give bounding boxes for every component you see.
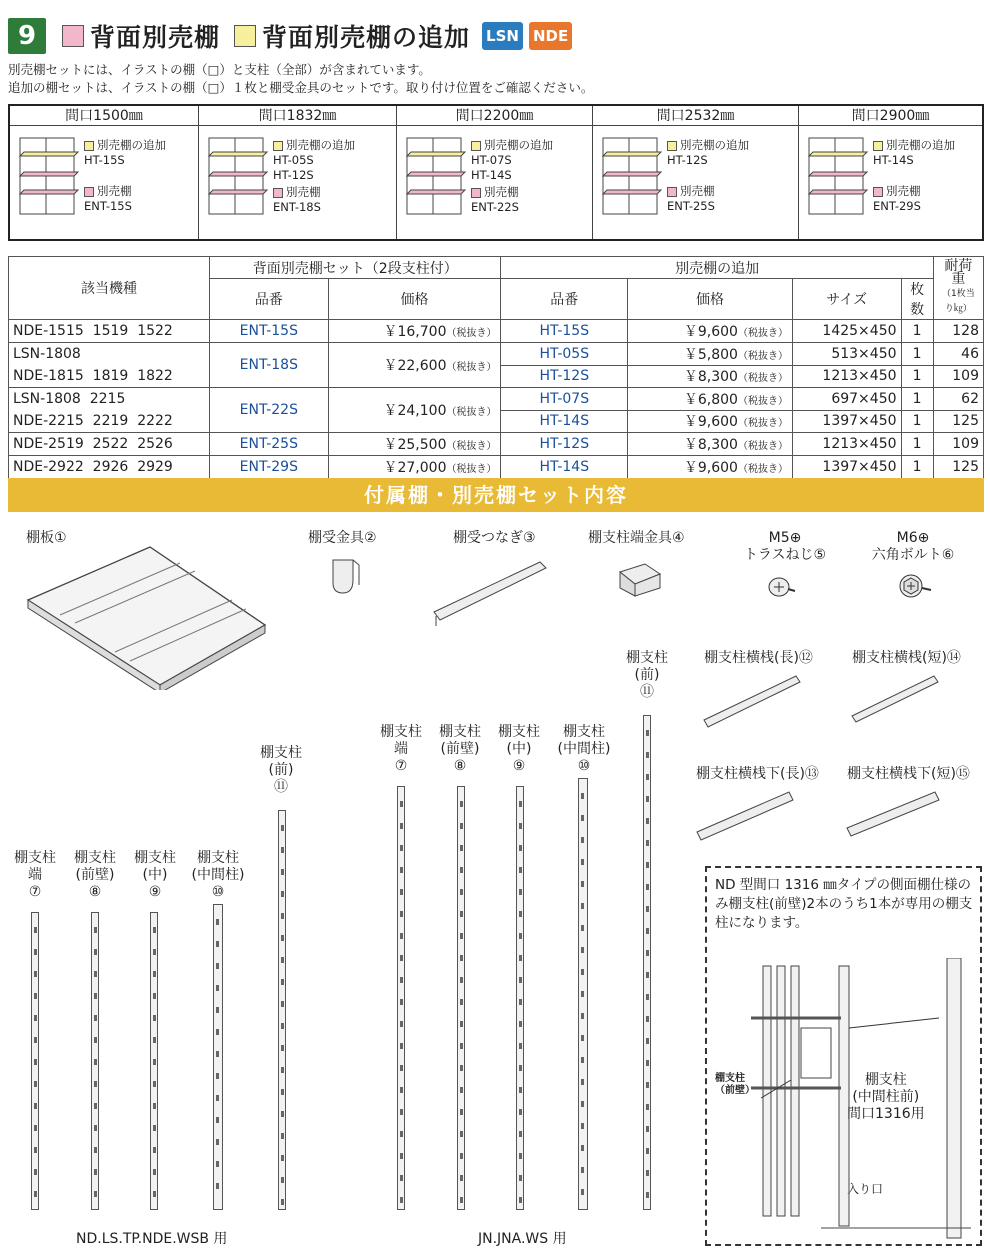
h-load: 耐荷重 （1枚当り㎏） xyxy=(933,257,983,320)
size-cell: 697×450 xyxy=(792,388,901,411)
h-code: 品番 xyxy=(210,279,329,320)
note-1: 別売棚セットには、イラストの棚（□）と支柱（全部）が含まれています。 xyxy=(8,62,431,77)
shelf-illustration xyxy=(599,132,663,222)
callout-entrance: 入り口 xyxy=(847,1182,884,1196)
h-add: 別売棚の追加 xyxy=(501,257,933,279)
model-cell: NDE-2519 2522 2526 xyxy=(9,433,210,456)
load-cell: 125 xyxy=(933,456,983,479)
width-col-2 xyxy=(397,106,593,239)
size-cell: 1397×450 xyxy=(792,410,901,433)
shelf-illustration xyxy=(16,132,80,222)
size-cell: 1213×450 xyxy=(792,433,901,456)
post-mc-label: 棚支柱 (中間柱) ⑩ xyxy=(191,850,245,900)
set-code-cell: ENT-15S xyxy=(210,320,329,343)
callout-text: ND 型間口 1316 ㎜タイプの側面棚仕様のみ棚支柱(前壁)2本のうち1本が専用の棚支柱になります。 xyxy=(715,877,973,931)
set-code-cell: ENT-25S xyxy=(210,433,329,456)
part-3-label: 棚受つなぎ③ xyxy=(453,530,536,546)
h-qty: 枚数 xyxy=(901,279,933,320)
rail-lower-long-drawing xyxy=(693,788,798,846)
add-price-cell: ￥9,600（税抜き） xyxy=(628,410,793,433)
bracket-drawing xyxy=(325,555,365,600)
post-end xyxy=(31,912,39,1210)
width-label: 間口1832㎜ xyxy=(199,106,396,126)
shelf-illustration xyxy=(205,132,269,222)
badge-lsn: LSN xyxy=(482,22,523,50)
connector-drawing xyxy=(430,560,550,630)
h-model: 該当機種 xyxy=(9,257,210,320)
h-price2: 価格 xyxy=(628,279,793,320)
width-label: 間口2900㎜ xyxy=(799,106,982,126)
qty-cell: 1 xyxy=(901,433,933,456)
set-price-cell: ￥25,500（税抜き） xyxy=(328,433,501,456)
size-cell: 513×450 xyxy=(792,343,901,366)
part-5-label: M5⊕ トラスねじ⑤ xyxy=(743,530,827,563)
add-price-cell: ￥8,300（税抜き） xyxy=(628,365,793,388)
callout-box xyxy=(705,866,982,1246)
footer-right: JN.JNA.WS 用 xyxy=(478,1231,567,1247)
add-code-cell: HT-07S xyxy=(501,388,628,411)
table-row xyxy=(9,456,984,479)
truss-screw-icon xyxy=(766,575,796,601)
load-cell: 109 xyxy=(933,433,983,456)
add-price-cell: ￥5,800（税抜き） xyxy=(628,343,793,366)
width-col-1 xyxy=(199,106,397,239)
add-code-cell: HT-12S xyxy=(501,365,628,388)
qty-cell: 1 xyxy=(901,365,933,388)
model-cell: NDE-1515 1519 1522 xyxy=(9,320,210,343)
post-fw-label-2: 棚支柱 (前壁) ⑧ xyxy=(439,724,481,774)
part-14-label: 棚支柱横桟(短)⑭ xyxy=(852,650,961,666)
width-legend: 別売棚の追加 HT-07S HT-14S 別売棚 ENT-22S xyxy=(471,138,553,214)
model-cell: NDE-2922 2926 2929 xyxy=(9,456,210,479)
part-6-label: M6⊕ 六角ボルト⑥ xyxy=(871,530,955,563)
pink-swatch xyxy=(62,25,84,47)
width-legend: 別売棚の追加 HT-05S HT-12S 別売棚 ENT-18S xyxy=(273,138,355,214)
size-cell: 1425×450 xyxy=(792,320,901,343)
set-code-cell: ENT-29S xyxy=(210,456,329,479)
post-front-2 xyxy=(643,715,651,1210)
width-label: 間口2532㎜ xyxy=(593,106,798,126)
qty-cell: 1 xyxy=(901,343,933,366)
post-front-wall-2 xyxy=(457,786,465,1210)
width-legend: 別売棚の追加 HT-12S 別売棚 ENT-25S xyxy=(667,138,749,213)
load-cell: 62 xyxy=(933,388,983,411)
post-mid-label-2: 棚支柱 (中) ⑨ xyxy=(498,724,540,774)
end-bracket-drawing xyxy=(615,560,665,600)
add-price-cell: ￥9,600（税抜き） xyxy=(628,456,793,479)
set-code-cell: ENT-22S xyxy=(210,388,329,433)
add-price-cell: ￥8,300（税抜き） xyxy=(628,433,793,456)
model-cell: LSN-1808 2215 NDE-2215 2219 2222 xyxy=(9,388,210,433)
add-code-cell: HT-14S xyxy=(501,456,628,479)
part-4-label: 棚支柱端金具④ xyxy=(588,530,685,546)
section-band: 付属棚・別売棚セット内容 xyxy=(8,478,984,512)
width-col-3 xyxy=(593,106,799,239)
qty-cell: 1 xyxy=(901,388,933,411)
h-price: 価格 xyxy=(328,279,501,320)
post-end-label-2: 棚支柱 端 ⑦ xyxy=(380,724,422,774)
h-code2: 品番 xyxy=(501,279,628,320)
qty-cell: 1 xyxy=(901,410,933,433)
post-end-2 xyxy=(397,786,405,1210)
width-legend: 別売棚の追加 HT-15S 別売棚 ENT-15S xyxy=(84,138,166,213)
load-cell: 46 xyxy=(933,343,983,366)
section-number: 9 xyxy=(8,18,46,54)
part-12-label: 棚支柱横桟(長)⑫ xyxy=(704,650,813,666)
rail-short-drawing xyxy=(848,672,943,727)
add-code-cell: HT-12S xyxy=(501,433,628,456)
post-front xyxy=(278,810,286,1210)
post-fw-label: 棚支柱 (前壁) ⑧ xyxy=(74,850,116,900)
title-set: 背面別売棚 xyxy=(90,23,221,52)
post-mc-label-2: 棚支柱 (中間柱) ⑩ xyxy=(557,724,611,774)
spec-table xyxy=(8,256,984,479)
add-price-cell: ￥6,800（税抜き） xyxy=(628,388,793,411)
width-legend: 別売棚の追加 HT-14S 別売棚 ENT-29S xyxy=(873,138,955,213)
post-mid-column xyxy=(213,904,223,1210)
load-cell: 109 xyxy=(933,365,983,388)
callout-side-label: 棚支柱 （前壁） xyxy=(715,1073,755,1096)
qty-cell: 1 xyxy=(901,456,933,479)
post-front-label: 棚支柱 (前) ⑪ xyxy=(260,745,302,795)
rail-lower-short-drawing xyxy=(843,788,943,843)
table-row xyxy=(9,320,984,343)
footer-left: ND.LS.TP.NDE.WSB 用 xyxy=(76,1231,228,1247)
post-middle xyxy=(150,912,158,1210)
set-price-cell: ￥22,600（税抜き） xyxy=(328,343,501,388)
shelf-illustration xyxy=(805,132,869,222)
post-end-label: 棚支柱 端 ⑦ xyxy=(14,850,56,900)
set-code-cell: ENT-18S xyxy=(210,343,329,388)
add-code-cell: HT-14S xyxy=(501,410,628,433)
size-cell: 1397×450 xyxy=(792,456,901,479)
width-illustrations xyxy=(8,104,984,241)
width-col-0 xyxy=(10,106,199,239)
rail-long-drawing xyxy=(700,672,805,732)
part-13-label: 棚支柱横桟下(長)⑬ xyxy=(696,766,819,782)
shelf-illustration xyxy=(403,132,467,222)
post-front-wall xyxy=(91,912,99,1210)
callout-right-label: 棚支柱 (中間柱前) 間口1316用 xyxy=(847,1072,925,1122)
table-row xyxy=(9,343,984,366)
set-price-cell: ￥16,700（税抜き） xyxy=(328,320,501,343)
badge-nde: NDE xyxy=(529,22,572,50)
table-row xyxy=(9,433,984,456)
callout-illustration xyxy=(711,958,981,1243)
add-code-cell: HT-15S xyxy=(501,320,628,343)
load-cell: 125 xyxy=(933,410,983,433)
load-cell: 128 xyxy=(933,320,983,343)
part-2-label: 棚受金具② xyxy=(308,530,377,546)
set-price-cell: ￥24,100（税抜き） xyxy=(328,388,501,433)
yellow-swatch xyxy=(234,25,256,47)
width-label: 間口2200㎜ xyxy=(397,106,592,126)
shelf-board-drawing xyxy=(20,545,270,690)
hex-bolt-icon xyxy=(897,572,933,602)
part-15-label: 棚支柱横桟下(短)⑮ xyxy=(847,766,970,782)
width-label: 間口1500㎜ xyxy=(10,106,198,126)
post-mid-column-2 xyxy=(578,778,588,1210)
set-price-cell: ￥27,000（税抜き） xyxy=(328,456,501,479)
qty-cell: 1 xyxy=(901,320,933,343)
size-cell: 1213×450 xyxy=(792,365,901,388)
post-mid-label: 棚支柱 (中) ⑨ xyxy=(134,850,176,900)
add-price-cell: ￥9,600（税抜き） xyxy=(628,320,793,343)
note-2: 追加の棚セットは、イラストの棚（□）１枚と棚受金具のセットです。取り付け位置をご確認ください。 xyxy=(8,80,594,95)
model-cell: LSN-1808 NDE-1815 1819 1822 xyxy=(9,343,210,388)
part-1-label: 棚板① xyxy=(26,530,67,546)
table-row xyxy=(9,388,984,411)
h-set: 背面別売棚セット（2段支柱付） xyxy=(210,257,501,279)
add-code-cell: HT-05S xyxy=(501,343,628,366)
post-middle-2 xyxy=(516,786,524,1210)
width-col-4 xyxy=(799,106,982,239)
post-front-label-2: 棚支柱 (前) ⑪ xyxy=(626,650,668,700)
title-add: 背面別売棚の追加 xyxy=(262,23,471,52)
h-size: サイズ xyxy=(792,279,901,320)
